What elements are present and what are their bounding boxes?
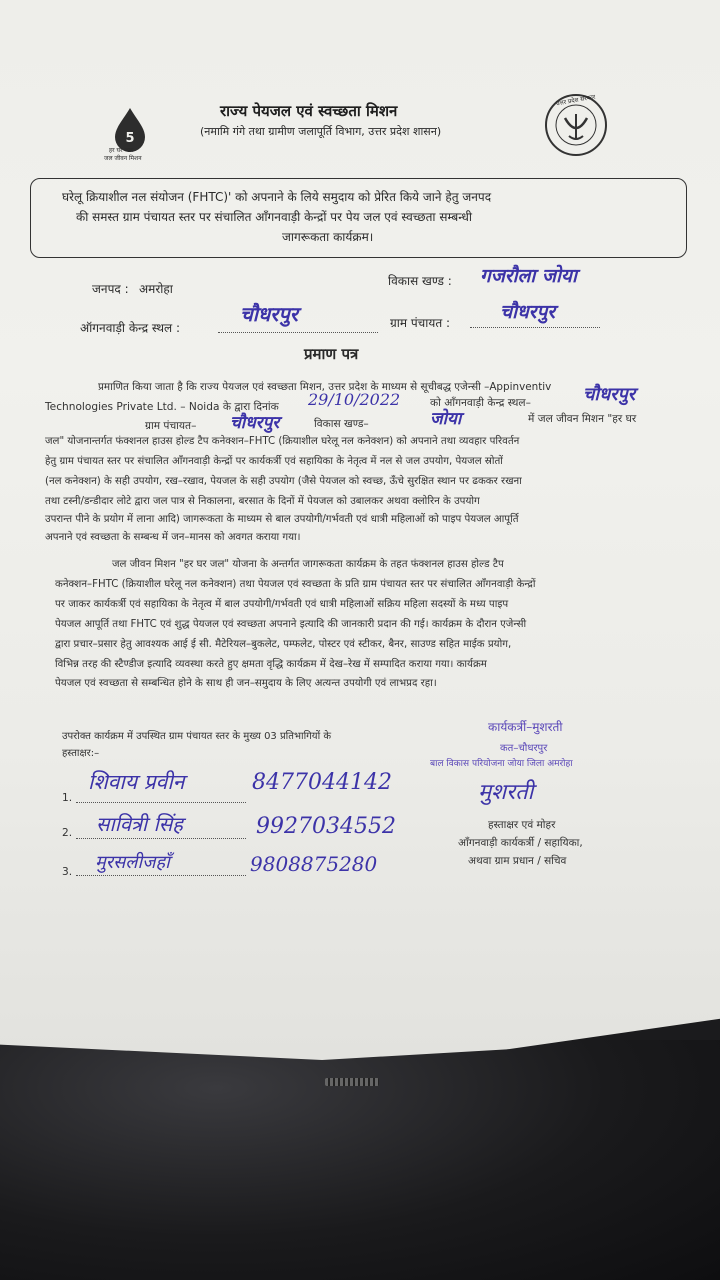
logo-left-text-2: जल जीवन मिशन xyxy=(104,155,142,162)
p1-line-2a: Technologies Private Ltd. – Noida के द्वारा दिनांक xyxy=(45,401,279,413)
participant-1-line xyxy=(76,802,246,803)
p1-anganwadi-value: चौधरपुर xyxy=(583,384,636,405)
participant-3-phone: 9808875280 xyxy=(250,852,378,876)
background-fabric xyxy=(0,1040,720,1280)
participants-intro-2: हस्ताक्षर:– xyxy=(62,748,100,759)
anganwadi-value: चौधरपुर xyxy=(240,302,298,326)
p1-line-7: तथा टस्नी/डन्डीदार लोटे द्वारा जल पात्र से निकालना, बरसात के दिनों में पेयजल को उबालकर अथवा क्लोरिन के उपयोग xyxy=(45,496,480,507)
p1-line-5: हेतु ग्राम पंचायत स्तर पर संचालित आँगनवाड़ी केन्द्रों पर कार्यकर्त्री एवं सहायिका के नेतृत्व में नल से जल उपयोग, पेयजल स्रोतों xyxy=(45,456,503,467)
participant-3-line xyxy=(76,875,246,876)
banner-line-2: की समस्त ग्राम पंचायत स्तर पर संचालित आँगनवाड़ी केन्द्रों पर पेय जल एवं स्वच्छता सम्बन्धी xyxy=(76,210,473,224)
header-subtitle: (नमामि गंगे तथा ग्रामीण जलापूर्ति विभाग, उत्तर प्रदेश शासन) xyxy=(200,125,442,138)
p1-line-6: (नल कनेक्शन) के सही उपयोग, रख–रखाव, पेयजल के सही उपयोग (जैसे पेयजल को स्वच्छ, ऊँचे सुरक्षित स्थान पर ढककर रखना xyxy=(45,476,522,487)
p1-line-8: उपरान्त पीने के प्रयोग में लाना आदि) जागरूकता के माध्यम से बाल उपयोगी/गर्भवती एवं धात्री महिलाओं को पाइप पेयजल आपूर्ति xyxy=(45,514,519,525)
district-value: अमरोहा xyxy=(139,282,173,296)
stamp-line-3: बाल विकास परियोजना जोया जिला अमरोहा xyxy=(430,759,573,769)
anganwadi-line xyxy=(218,332,378,333)
signatory-label-3: अथवा ग्राम प्रधान / सचिव xyxy=(468,855,567,867)
participant-2-name: सावित्री सिंह xyxy=(96,812,183,836)
p2-line-6: विभिन्न तरह की स्टैण्डीज इत्यादि व्यवस्था करते हुए क्षमता वृद्धि कार्यक्रम में देख–रेख में सम्पादित कराया गया। कार्यक्रम xyxy=(55,659,487,670)
header-title: राज्य पेयजल एवं स्वच्छता मिशन xyxy=(220,102,398,120)
district-label: जनपद : xyxy=(92,282,129,296)
gp-value: चौधरपुर xyxy=(500,301,556,323)
participant-3-num: 3. xyxy=(62,866,73,878)
banner-line-1: घरेलू क्रियाशील नल संयोजन (FHTC)' को अपनाने के लिये समुदाय को प्रेरित किये जाने हेतु जनपद xyxy=(62,190,492,204)
event-date: 29/10/2022 xyxy=(308,390,401,409)
svg-text:5: 5 xyxy=(125,131,135,146)
participant-1-name: शिवाय प्रवीन xyxy=(88,770,185,794)
p2-line-3: पर जाकर कार्यकर्त्री एवं सहायिका के नेतृत्व में बाल उपयोगी/गर्भवती एवं धात्री महिलाओं सक्रिय महिला सदस्यों के मध्य पाइप xyxy=(55,599,509,610)
p1-line-3b: विकास खण्ड– xyxy=(314,418,369,430)
participant-3-name: मुरसलीजहाँ xyxy=(95,852,170,873)
anganwadi-label: ऑगनवाड़ी केन्द्र स्थल : xyxy=(80,321,181,335)
block-label: विकास खण्ड : xyxy=(388,274,452,288)
participant-2-num: 2. xyxy=(62,827,73,839)
signatory-label-2: आँगनवाड़ी कार्यकर्त्री / सहायिका, xyxy=(458,837,583,849)
p1-line-4: जल" योजनान्तर्गत फंक्शनल हाउस होल्ड टैप कनेक्शन–FHTC (क्रियाशील घरेलू नल कनेक्शन) को अपनाने तथा व्यवहार परिवर्तन xyxy=(45,436,520,447)
p2-line-4: पेयजल आपूर्ति तथा FHTC एवं शुद्ध पेयजल एवं स्वच्छता अपनाने इत्यादि की जानकारी प्रदान की गई। कार्यक्रम के दौरान एजेन्सी xyxy=(55,619,527,630)
p1-line-1: प्रमाणित किया जाता है कि राज्य पेयजल एवं स्वच्छता मिशन, उत्तर प्रदेश के माध्यम से सूचीबद्ध एजेन्सी –Appinventiv xyxy=(98,381,552,393)
p2-line-1: जल जीवन मिशन "हर घर जल" योजना के अन्तर्गत जागरूकता कार्यक्रम के तहत फंक्शनल हाउस होल्ड टैप xyxy=(112,559,504,570)
p1-line-9: अपनाने एवं स्वच्छता के सम्बन्ध में जन–मानस को अवगत कराया गया। xyxy=(45,532,301,543)
p2-line-7: पेयजल एवं स्वच्छता से सम्बन्धित होने के साथ ही जन–समुदाय के लिए अत्यन्त उपयोगी एवं लाभप्रद रहा। xyxy=(55,678,437,689)
p1-line-2b: को आँगनवाड़ी केन्द्र स्थल– xyxy=(430,397,531,409)
block-value: गजरौला जोया xyxy=(480,265,577,287)
participant-1-phone: 8477044142 xyxy=(252,770,392,795)
gp-label: ग्राम पंचायत : xyxy=(390,316,451,330)
certificate-heading: प्रमाण पत्र xyxy=(304,345,359,363)
logo-right-text: उत्तर प्रदेश सरकार xyxy=(555,93,596,108)
p1-gp-value: चौधरपुर xyxy=(230,413,280,433)
p2-line-2: कनेक्शन–FHTC (क्रियाशील घरेलू नल कनेक्शन) तथा पेयजल एवं स्वच्छता के प्रति ग्राम पंचायत स्तर पर संचालित आँगनवाड़ी केन्द्रों xyxy=(55,579,536,590)
banner-line-3: जागरूकता कार्यक्रम। xyxy=(282,230,374,244)
participant-2-line xyxy=(76,838,246,839)
p1-block-value: जोया xyxy=(430,409,462,429)
p1-line-3a: ग्राम पंचायत– xyxy=(145,420,197,432)
gp-line xyxy=(470,327,600,328)
signatory-signature: मुशरती xyxy=(478,780,534,805)
stamp-line-2: कत–चौधरपुर xyxy=(500,743,548,754)
p1-line-3c: में जल जीवन मिशन "हर घर xyxy=(528,413,637,425)
participant-2-phone: 9927034552 xyxy=(256,814,396,839)
participant-1-num: 1. xyxy=(62,792,73,804)
logo-left-text-1: हर घर जल xyxy=(109,147,133,154)
p2-line-5: द्वारा प्रचार–प्रसार हेतु आवश्यक आई ई सी. मैटेरियल–बुकलेट, पम्फलेट, पोस्टर एवं स्टीकर, बैनर, साउण्ड सहित माईक प्रयोग, xyxy=(55,639,512,650)
participants-intro-1: उपरोक्त कार्यक्रम में उपस्थित ग्राम पंचायत स्तर के मुख्य 03 प्रतिभागियों के xyxy=(62,731,332,742)
signatory-label-1: हस्ताक्षर एवं मोहर xyxy=(488,819,556,831)
stamp-line-1: कार्यकर्त्री–मुशरती xyxy=(488,720,563,734)
zipper xyxy=(325,1078,379,1086)
